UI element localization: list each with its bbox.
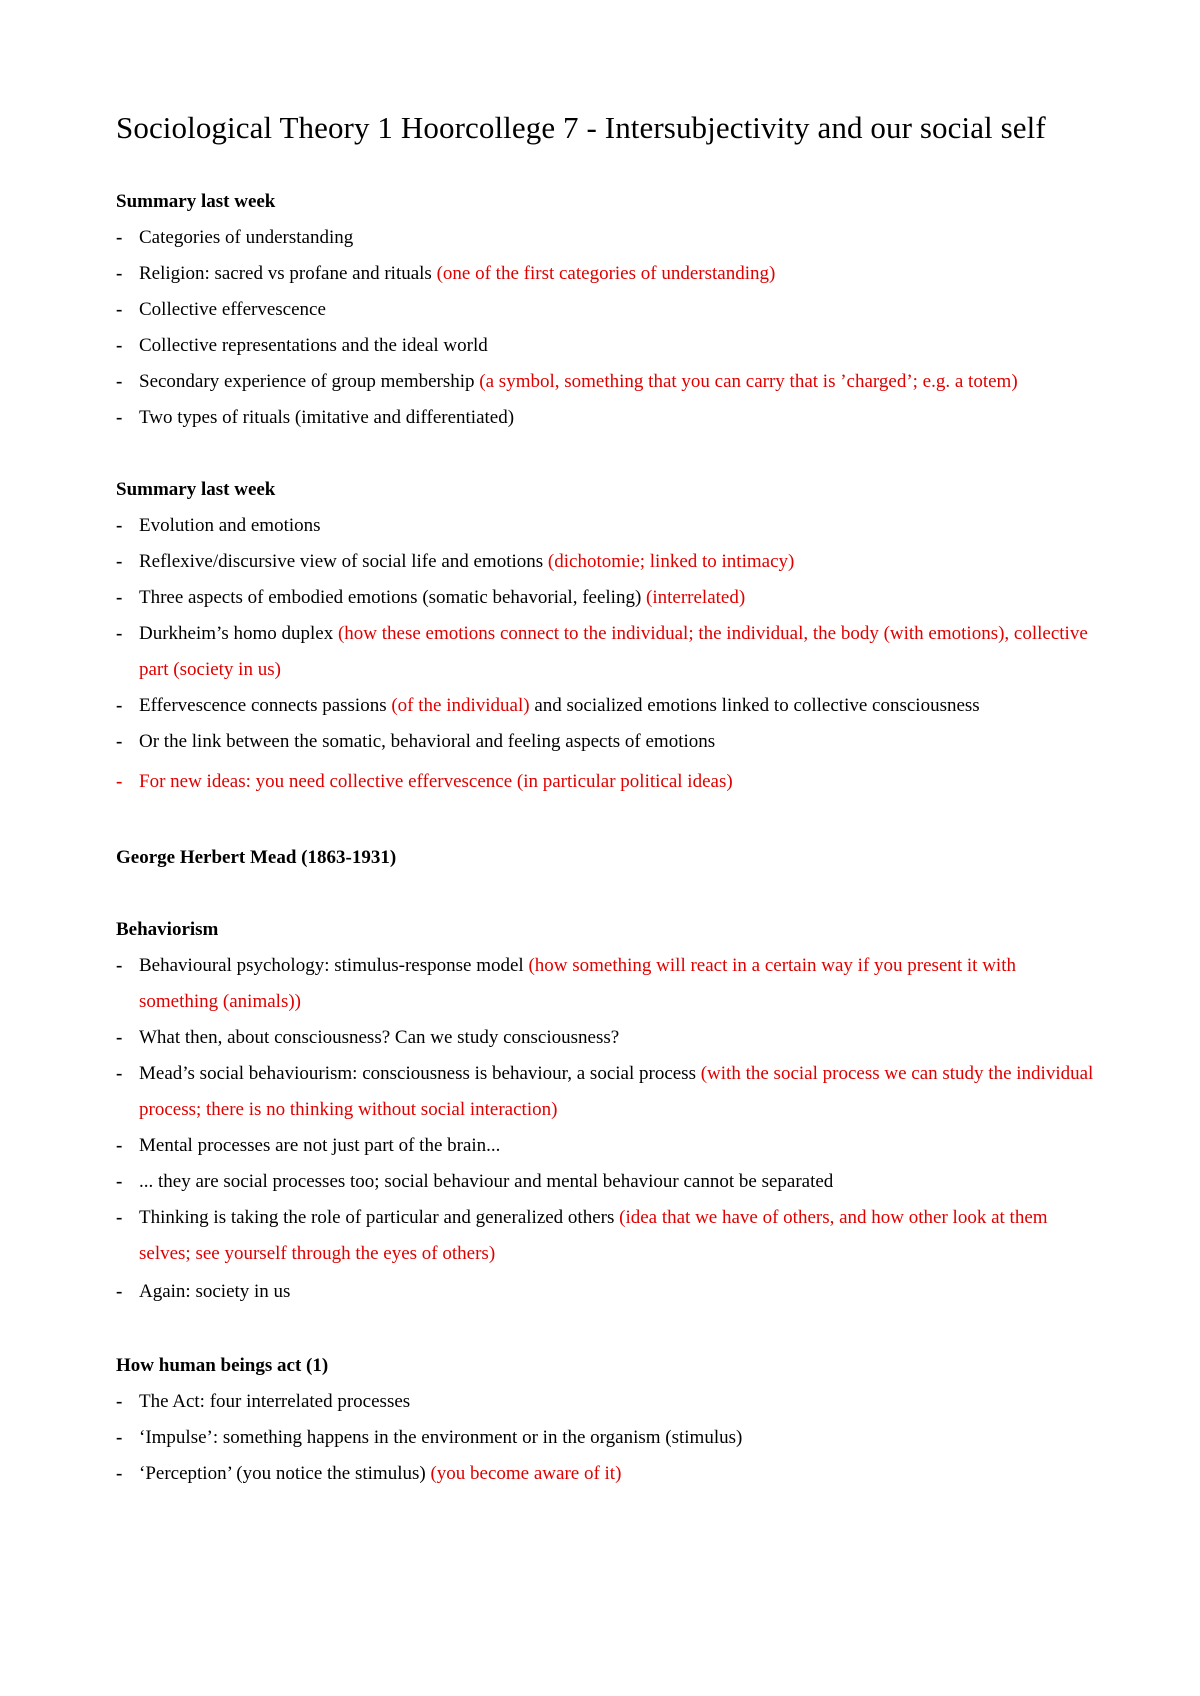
- bullet-dash: -: [116, 1027, 123, 1048]
- bullet-dash: -: [116, 227, 123, 248]
- document-page: [116, 108, 1096, 1492]
- bullet-dash: -: [116, 1135, 123, 1156]
- section-heading: Summary last week: [116, 479, 276, 500]
- list-item: - Evolution and emotions: [116, 508, 1096, 544]
- bullet-dash: -: [116, 263, 123, 284]
- list-item: - Mead’s social behaviourism: consciousness is behaviour, a social process (with the social process we can study the individual process; there is no thinking without social interaction): [116, 1056, 1096, 1128]
- section-summary-1: [116, 184, 1096, 436]
- section-summary-2: [116, 472, 1096, 804]
- list-item: - The Act: four interrelated processes: [116, 1384, 1096, 1420]
- bullet-dash: -: [116, 551, 123, 572]
- bullet-dash: -: [116, 771, 123, 792]
- section-heading: Behaviorism: [116, 919, 219, 940]
- list-item: - Durkheim’s homo duplex (how these emotions connect to the individual; the individual, the body (with emotions), collective part (society in us): [116, 616, 1096, 688]
- annotation-note: (how these emotions connect to the individual; the individual, the body (with emotions), collective part (society in us): [139, 623, 1088, 680]
- list-item: - Collective representations and the ideal world: [116, 328, 1096, 364]
- list-item: - ‘Impulse’: something happens in the environment or in the organism (stimulus): [116, 1420, 1096, 1456]
- section-heading: How human beings act (1): [116, 1355, 329, 1376]
- section-heading: Summary last week: [116, 191, 276, 212]
- bullet-list: [116, 1384, 1096, 1492]
- bullet-dash: -: [116, 955, 123, 976]
- bullet-dash: -: [116, 335, 123, 356]
- bullet-dash: -: [116, 1463, 123, 1484]
- annotation-note: (of the individual): [391, 695, 530, 716]
- bullet-list: [116, 508, 1096, 804]
- bullet-dash: -: [116, 1281, 123, 1302]
- list-item: - Collective effervescence: [116, 292, 1096, 328]
- bullet-dash: -: [116, 623, 123, 644]
- section-behaviorism: [116, 912, 1096, 1312]
- annotation-note: (idea that we have of others, and how other look at them selves; see yourself through the eyes of others): [139, 1207, 1048, 1264]
- bullet-dash: -: [116, 1391, 123, 1412]
- list-item: - ... they are social processes too; social behaviour and mental behaviour cannot be separated: [116, 1164, 1096, 1200]
- annotation-note: (interrelated): [646, 587, 746, 608]
- annotation-note: (with the social process we can study the individual process; there is no thinking without social interaction): [139, 1063, 1094, 1120]
- annotation-note: (dichotomie; linked to intimacy): [547, 551, 795, 572]
- list-item: - Categories of understanding: [116, 220, 1096, 256]
- list-item: - ‘Perception’ (you notice the stimulus) (you become aware of it): [116, 1456, 1096, 1492]
- bullet-dash: -: [116, 731, 123, 752]
- bullet-dash: -: [116, 371, 123, 392]
- annotation-note: (you become aware of it): [430, 1463, 622, 1484]
- bullet-dash: -: [116, 299, 123, 320]
- list-item: - Or the link between the somatic, behavioral and feeling aspects of emotions: [116, 724, 1096, 760]
- bullet-list: [116, 220, 1096, 436]
- bullet-dash: -: [116, 1427, 123, 1448]
- section-heading: George Herbert Mead (1863-1931): [116, 847, 397, 868]
- list-item: - Thinking is taking the role of particular and generalized others (idea that we have of others, and how other look at them selves; see yourself through the eyes of others): [116, 1200, 1096, 1272]
- list-item: - What then, about consciousness? Can we study consciousness?: [116, 1020, 1096, 1056]
- list-item: - Secondary experience of group membership (a symbol, something that you can carry that is ’charged’; e.g. a totem): [116, 364, 1096, 400]
- list-item: - Effervescence connects passions (of the individual) and socialized emotions linked to collective consciousness: [116, 688, 1096, 724]
- list-item: - Reflexive/discursive view of social life and emotions (dichotomie; linked to intimacy): [116, 544, 1096, 580]
- list-item: - Again: society in us: [116, 1272, 1096, 1312]
- list-item: - Behavioural psychology: stimulus-response model (how something will react in a certain way if you present it with something (animals)): [116, 948, 1096, 1020]
- bullet-dash: -: [116, 407, 123, 428]
- annotation-note: (one of the first categories of understanding): [436, 263, 776, 284]
- list-item: - Two types of rituals (imitative and differentiated): [116, 400, 1096, 436]
- section-mead: [116, 840, 1096, 876]
- bullet-dash: -: [116, 1207, 123, 1228]
- list-item: - Mental processes are not just part of the brain...: [116, 1128, 1096, 1164]
- bullet-list: [116, 948, 1096, 1312]
- bullet-dash: -: [116, 587, 123, 608]
- bullet-dash: -: [116, 1171, 123, 1192]
- annotation-note: For new ideas: you need collective effervescence (in particular political ideas): [139, 771, 733, 792]
- list-item: [116, 760, 1096, 804]
- bullet-dash: -: [116, 695, 123, 716]
- annotation-note: (how something will react in a certain way if you present it with something (animals)): [139, 955, 1016, 1012]
- annotation-note: (a symbol, something that you can carry that is ’charged’; e.g. a totem): [479, 371, 1018, 392]
- list-item: - Religion: sacred vs profane and rituals (one of the first categories of understanding): [116, 256, 1096, 292]
- list-item: - Three aspects of embodied emotions (somatic behavorial, feeling) (interrelated): [116, 580, 1096, 616]
- section-how-human-beings-act: [116, 1348, 1096, 1492]
- document-title: Sociological Theory 1 Hoorcollege 7 - Intersubjectivity and our social self: [116, 110, 1046, 145]
- bullet-dash: -: [116, 515, 123, 536]
- bullet-dash: -: [116, 1063, 123, 1084]
